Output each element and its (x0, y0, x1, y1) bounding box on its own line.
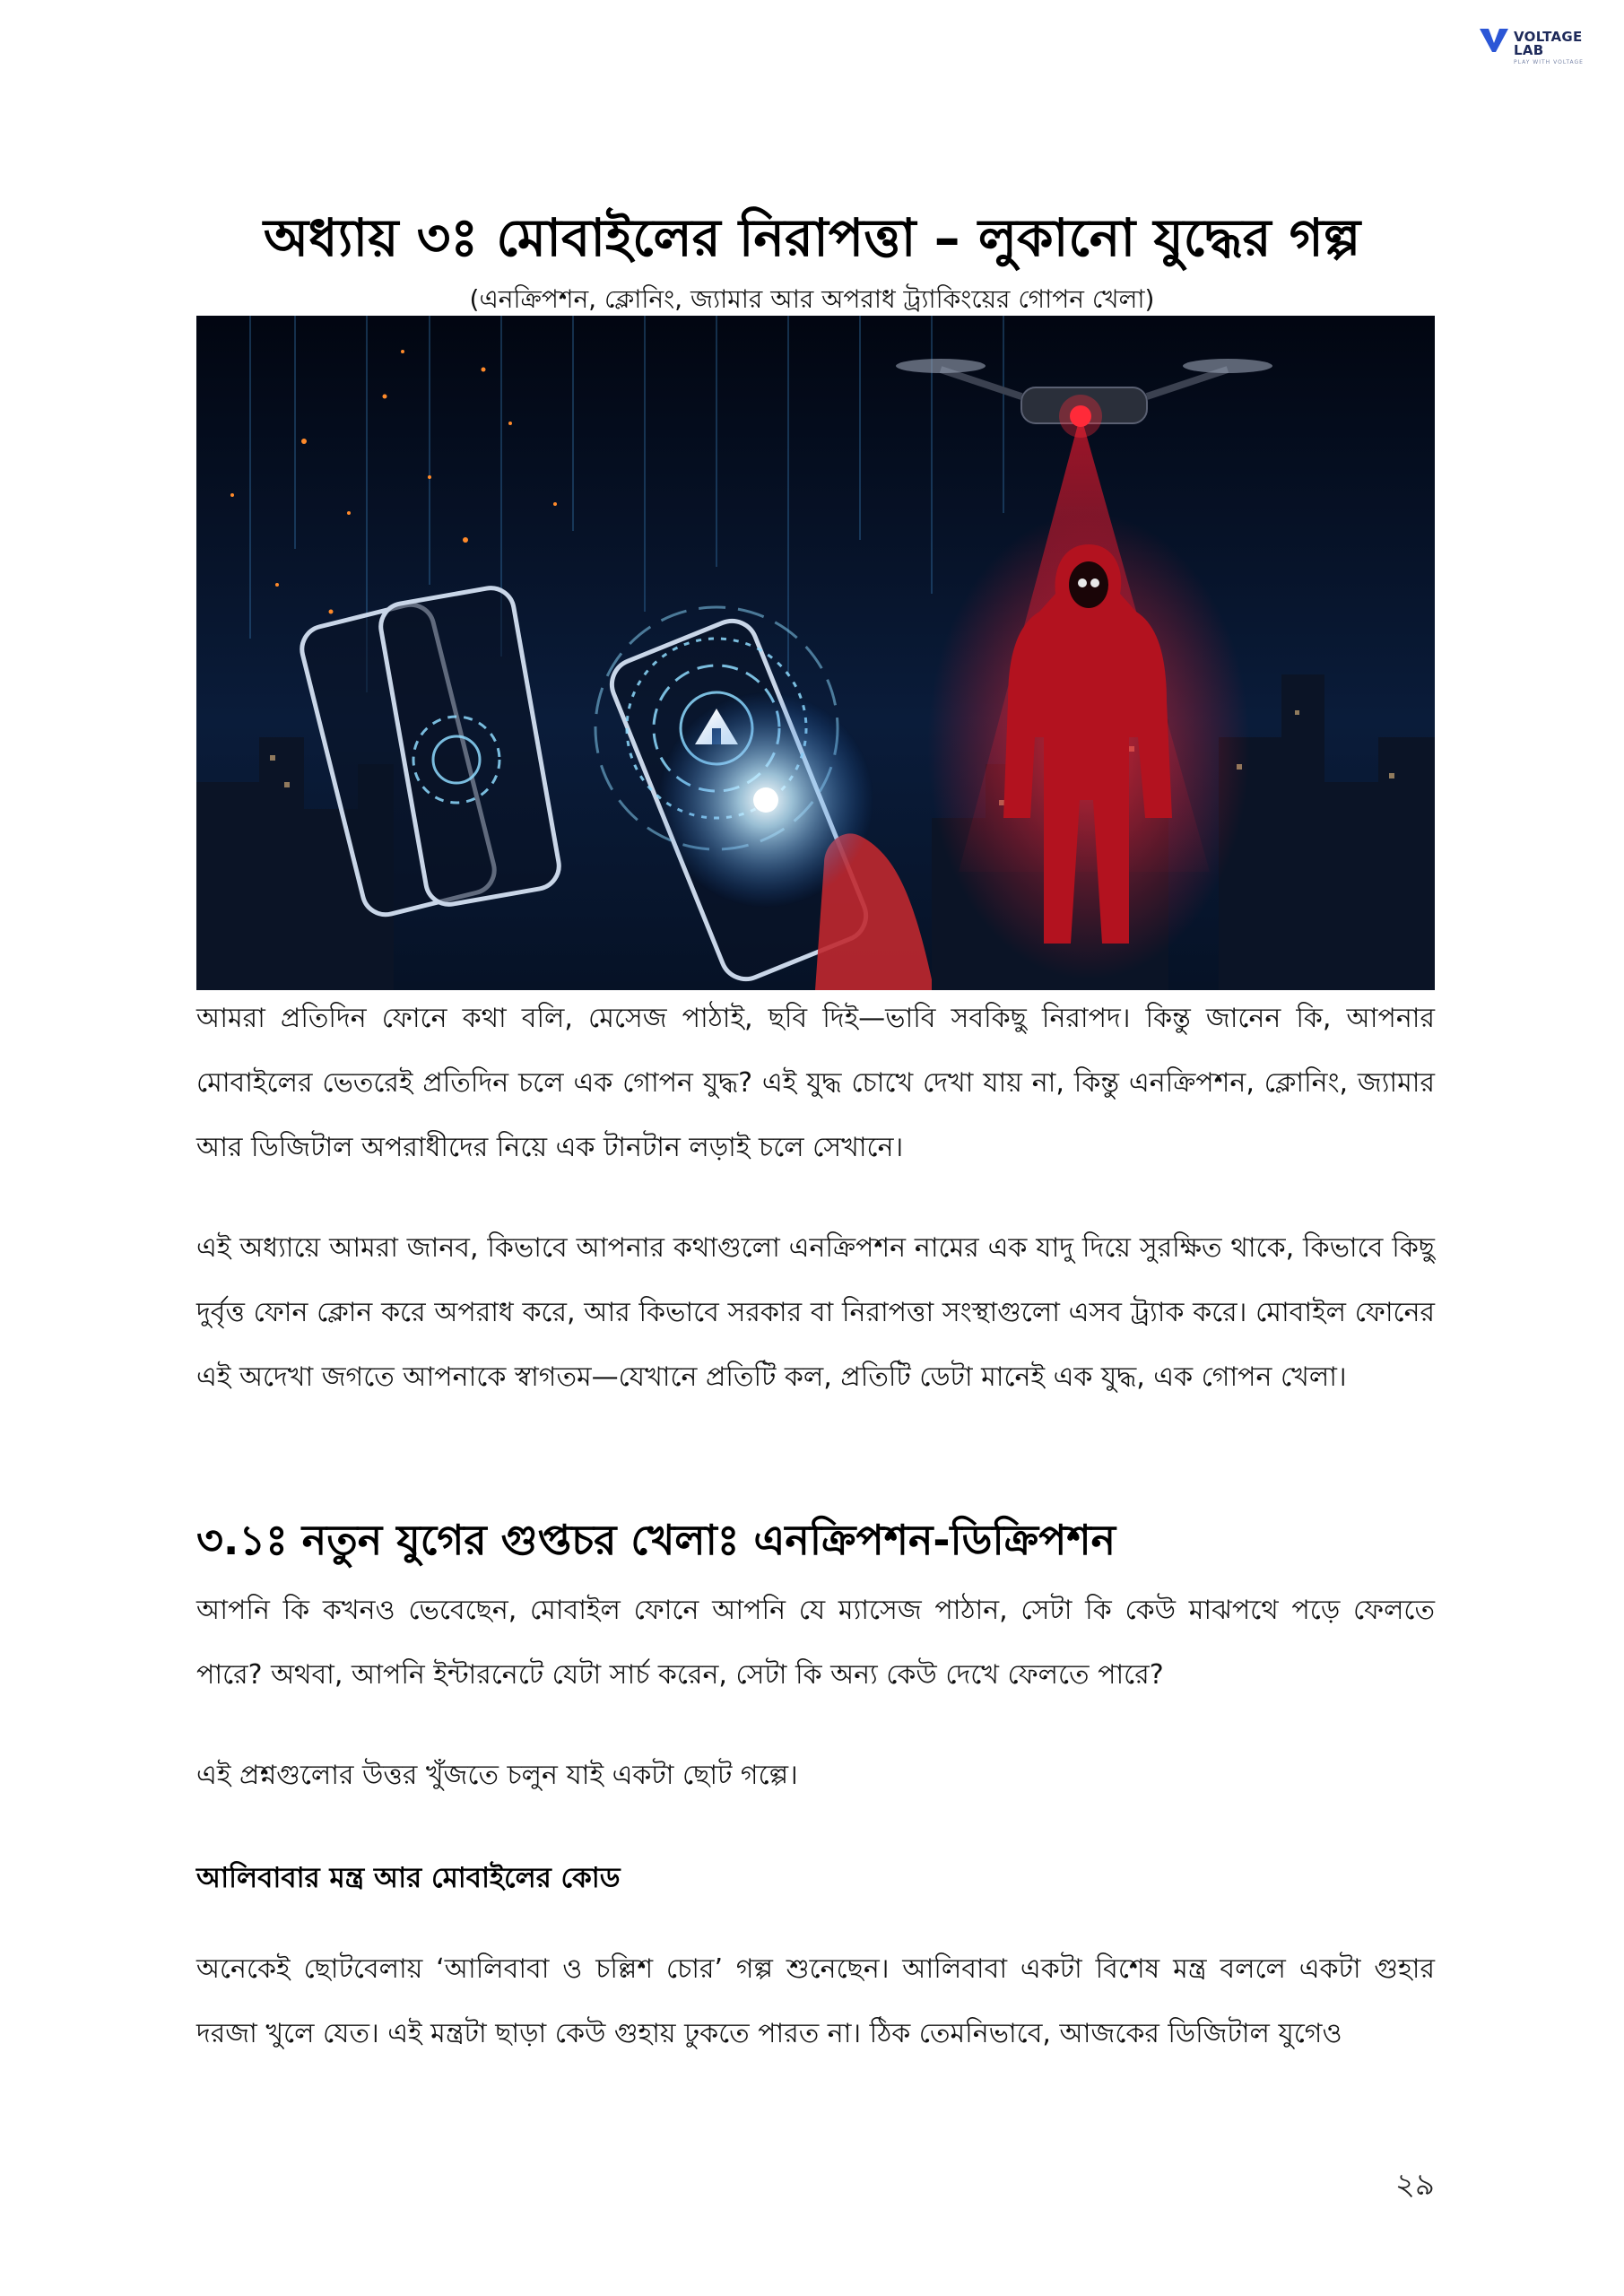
intro-paragraph-1: আমরা প্রতিদিন ফোনে কথা বলি, মেসেজ পাঠাই, ছবি দিই—ভাবি সবকিছু নিরাপদ। কিন্তু জানেন কি, আপনার মোবাইলের ভেতরেই প্রতিদিন চলে এক গোপন যুদ্ধ? এই যুদ্ধ চোখে দেখা যায় না, কিন্তু এনক্রিপশন, ক্লোনিং, জ্যামার আর ডিজিটাল অপরাধীদের নিয়ে এক টানটান লড়াই চলে সেখানে। (196, 1003, 1435, 1163)
chapter-subtitle: (এনক্রিপশন, ক্লোনিং, জ্যামার আর অপরাধ ট্র্যাকিংয়ের গোপন খেলা) (469, 284, 1155, 314)
brand-logo (1478, 25, 1603, 65)
story-subheading: আলিবাবার মন্ত্র আর মোবাইলের কোড (196, 1862, 621, 1894)
voltage-lab-logo-icon (1478, 25, 1510, 54)
cyber-security-illustration-icon (196, 316, 1435, 990)
section-paragraph-1: আপনি কি কখনও ভেবেছেন, মোবাইল ফোনে আপনি যে ম্যাসেজ পাঠান, সেটা কি কেউ মাঝপথে পড়ে ফেলতে পারে? অথবা, আপনি ইন্টারনেটে যেটা সার্চ করেন, সেটা কি অন্য কেউ দেখে ফেলতে পারে? (196, 1595, 1435, 1691)
story-paragraph: অনেকেই ছোটবেলায় ‘আলিবাবা ও চল্লিশ চোর’ গল্প শুনেছেন। আলিবাবা একটা বিশেষ মন্ত্র বললে একটা গুহার দরজা খুলে যেত। এই মন্ত্রটা ছাড়া কেউ গুহায় ঢুকতে পারত না। ঠিক তেমনিভাবে, আজকের ডিজিটাল যুগেও (196, 1953, 1435, 2049)
section-heading: ৩.১ঃ নতুন যুগের গুপ্তচর খেলাঃ এনক্রিপশন-ডিক্রিপশন (196, 1516, 1116, 1564)
brand-name: VOLTAGE LAB (1514, 29, 1583, 58)
page-number: ২৯ (1394, 2167, 1435, 2203)
intro-paragraph-2: এই অধ্যায়ে আমরা জানব, কিভাবে আপনার কথাগুলো এনক্রিপশন নামের এক যাদু দিয়ে সুরক্ষিত থাকে, কিভাবে কিছু দুর্বৃত্ত ফোন ক্লোন করে অপরাধ করে, আর কিভাবে সরকার বা নিরাপত্তা সংস্থাগুলো এসব ট্র্যাক করে। মোবাইল ফোনের এই অদেখা জগতে আপনাকে স্বাগতম—যেখানে প্রতিটি কল, প্রতিটি ডেটা মানেই এক যুদ্ধ, এক গোপন খেলা। (196, 1232, 1435, 1393)
chapter-title: অধ্যায় ৩ঃ মোবাইলের নিরাপত্তা – লুকানো যুদ্ধের গল্প (263, 207, 1361, 268)
hero-image (196, 316, 1435, 990)
section-paragraph-2: এই প্রশ্নগুলোর উত্তর খুঁজতে চলুন যাই একটা ছোট গল্পে। (196, 1760, 798, 1791)
brand-text (1514, 25, 1603, 65)
brand-tagline: PLAY WITH VOLTAGE (1514, 59, 1584, 65)
